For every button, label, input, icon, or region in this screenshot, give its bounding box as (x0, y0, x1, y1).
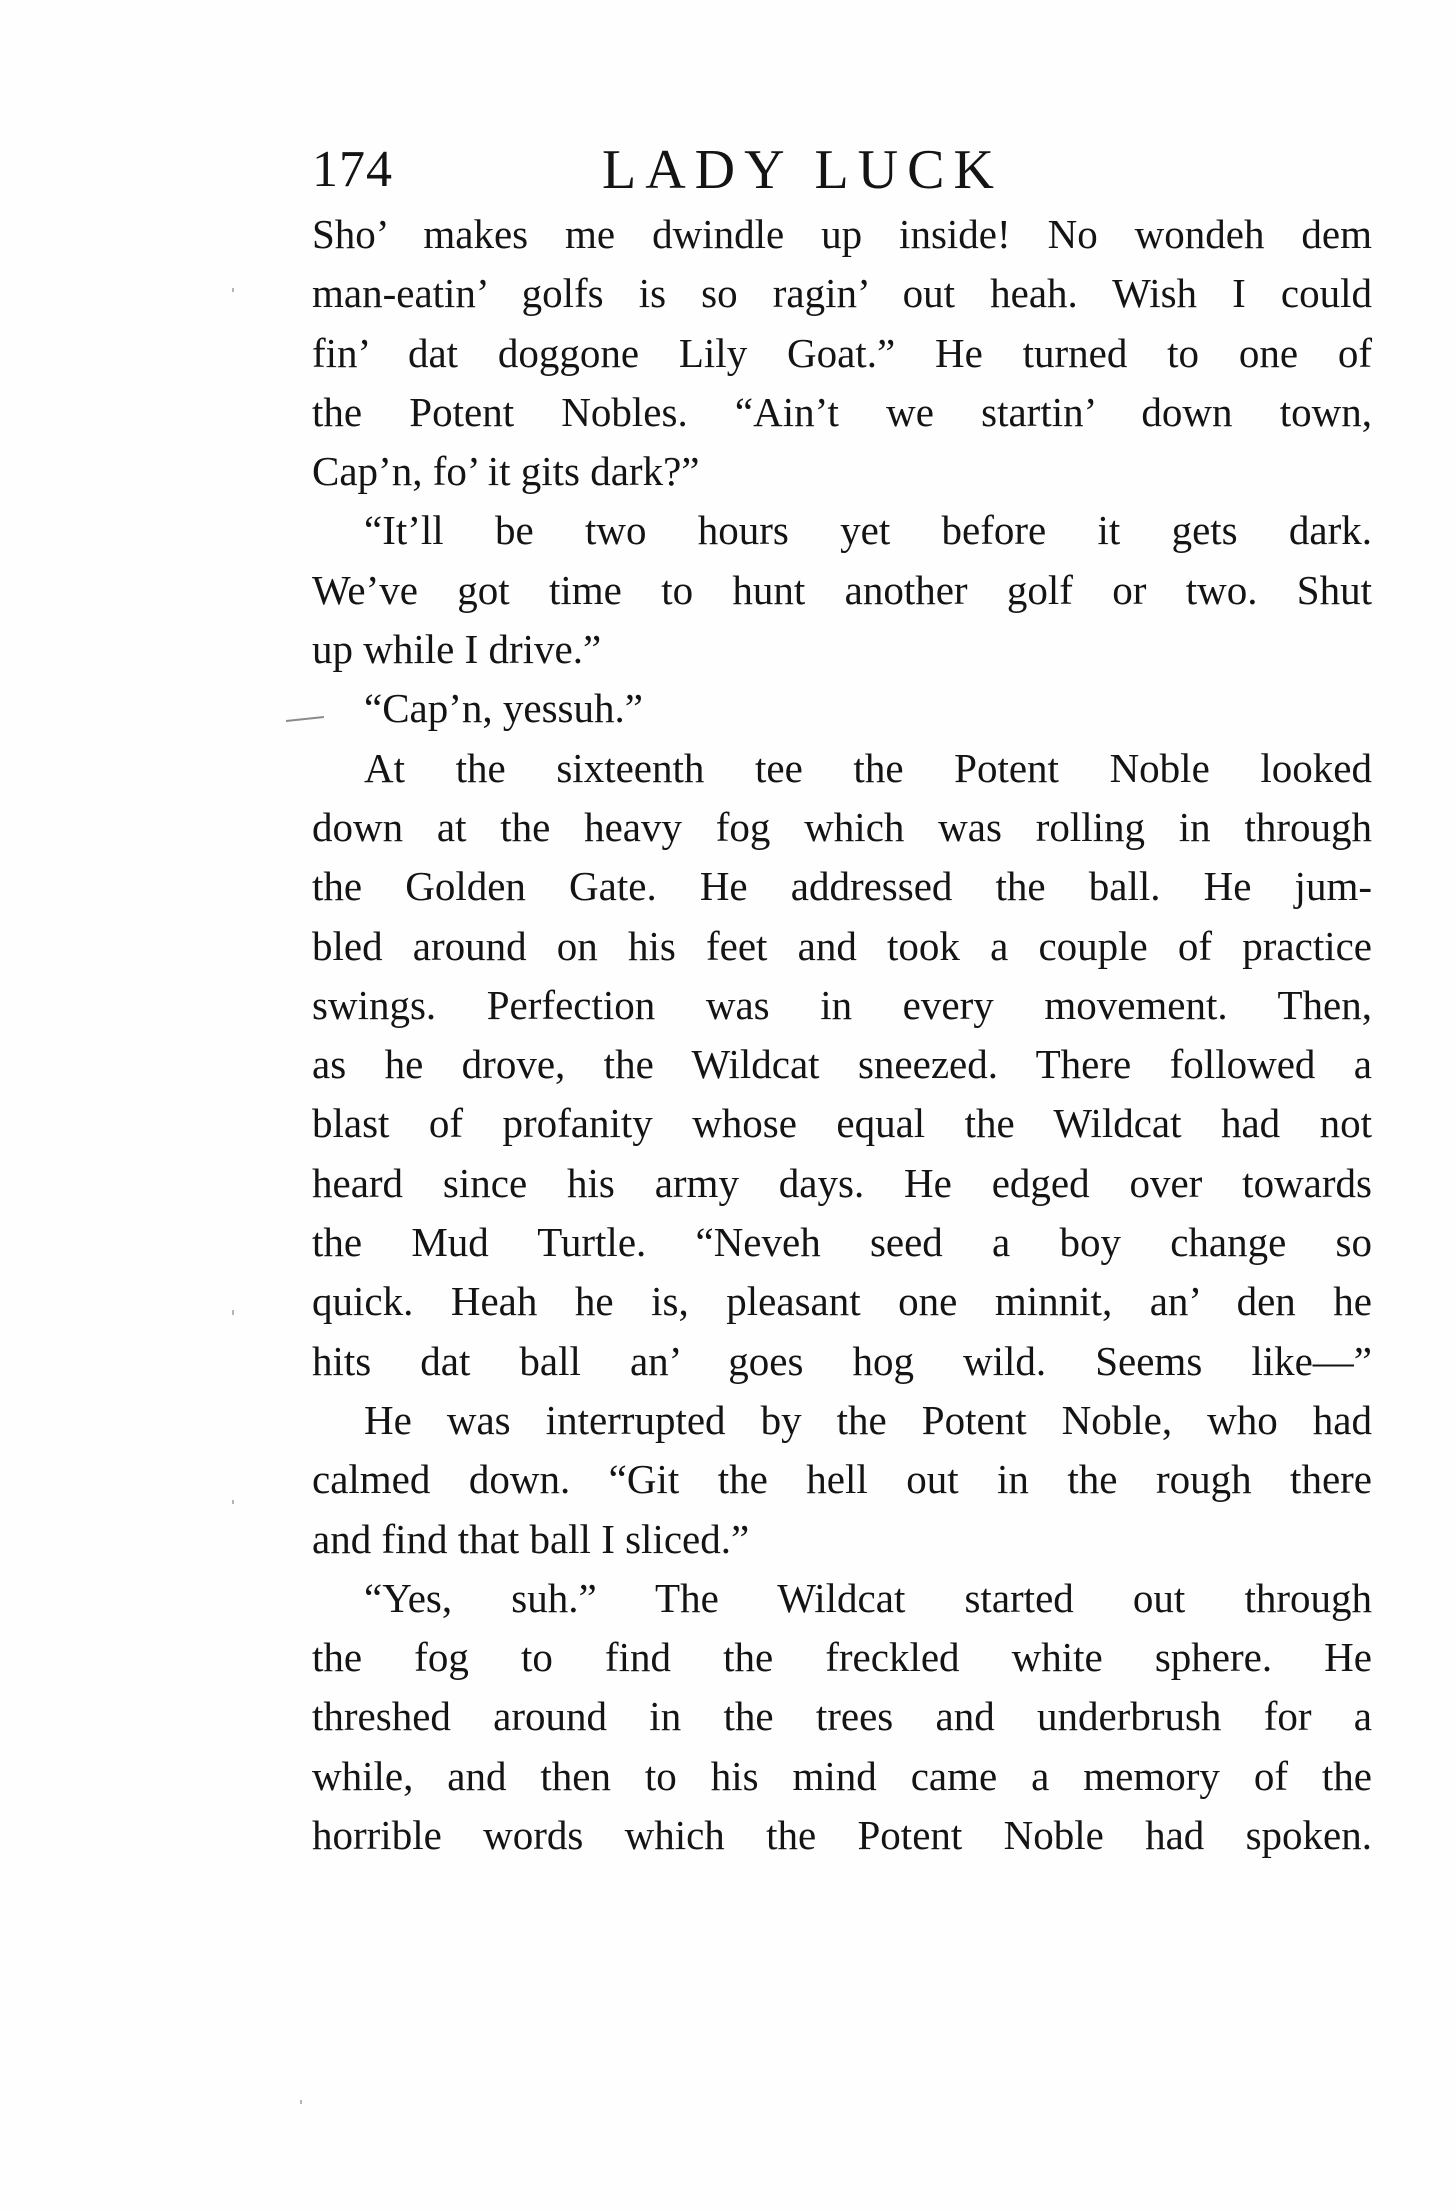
text-line: bled around on his feet and took a couple of practice (312, 922, 1372, 969)
text-line: as he drove, the Wildcat sneezed. There followed a (312, 1041, 1372, 1088)
text-line: horrible words which the Potent Noble had spoken. (312, 1812, 1372, 1859)
text-line: “It’ll be two hours yet before it gets dark. (364, 507, 1372, 554)
text-line: down at the heavy fog which was rolling in through (312, 803, 1372, 850)
page-number: 174 (312, 141, 393, 198)
text-line: We’ve got time to hunt another golf or two. Shut (312, 566, 1372, 613)
text-line: threshed around in the trees and underbrush for a (312, 1693, 1372, 1740)
running-title: LADY LUCK (602, 139, 1003, 201)
text-line: At the sixteenth tee the Potent Noble looked (364, 744, 1372, 791)
text-line: quick. Heah he is, pleasant one minnit, an’ den he (312, 1278, 1372, 1325)
text-line: calmed down. “Git the hell out in the rough there (312, 1456, 1372, 1503)
text-line: swings. Perfection was in every movement. Then, (312, 981, 1372, 1028)
dust-mark (232, 1500, 234, 1504)
text-line: fin’ dat doggone Lily Goat.” He turned to one of (312, 329, 1372, 376)
text-line: man-eatin’ golfs is so ragin’ out heah. Wish I could (312, 270, 1372, 317)
text-line: heard since his army days. He edged over towards (312, 1159, 1372, 1206)
text-line: blast of profanity whose equal the Wildcat had not (312, 1100, 1372, 1147)
text-line: and find that ball I sliced.” (312, 1515, 750, 1562)
text-line: Cap’n, fo’ it gits dark?” (312, 448, 700, 495)
text-line: “Yes, suh.” The Wildcat started out through (364, 1574, 1372, 1621)
text-line: the Golden Gate. He addressed the ball. He jum- (312, 863, 1372, 910)
dust-mark (300, 2100, 302, 2104)
text-line: hits dat ball an’ goes hog wild. Seems like—” (312, 1337, 1372, 1384)
text-line: the fog to find the freckled white sphere. He (312, 1634, 1372, 1681)
text-line: Sho’ makes me dwindle up inside! No wondeh dem (312, 211, 1372, 257)
dust-mark (232, 288, 234, 292)
body-text (312, 205, 1372, 1865)
page-header (312, 130, 1372, 210)
text-line: up while I drive.” (312, 626, 602, 673)
text-line: He was interrupted by the Potent Noble, who had (364, 1396, 1372, 1443)
text-line: “Cap’n, yessuh.” (364, 685, 643, 732)
text-line: the Mud Turtle. “Neveh seed a boy change so (312, 1219, 1372, 1266)
dust-mark (232, 1310, 234, 1315)
text-line: while, and then to his mind came a memory of the (312, 1752, 1372, 1799)
text-line: the Potent Nobles. “Ain’t we startin’ down town, (312, 388, 1372, 435)
